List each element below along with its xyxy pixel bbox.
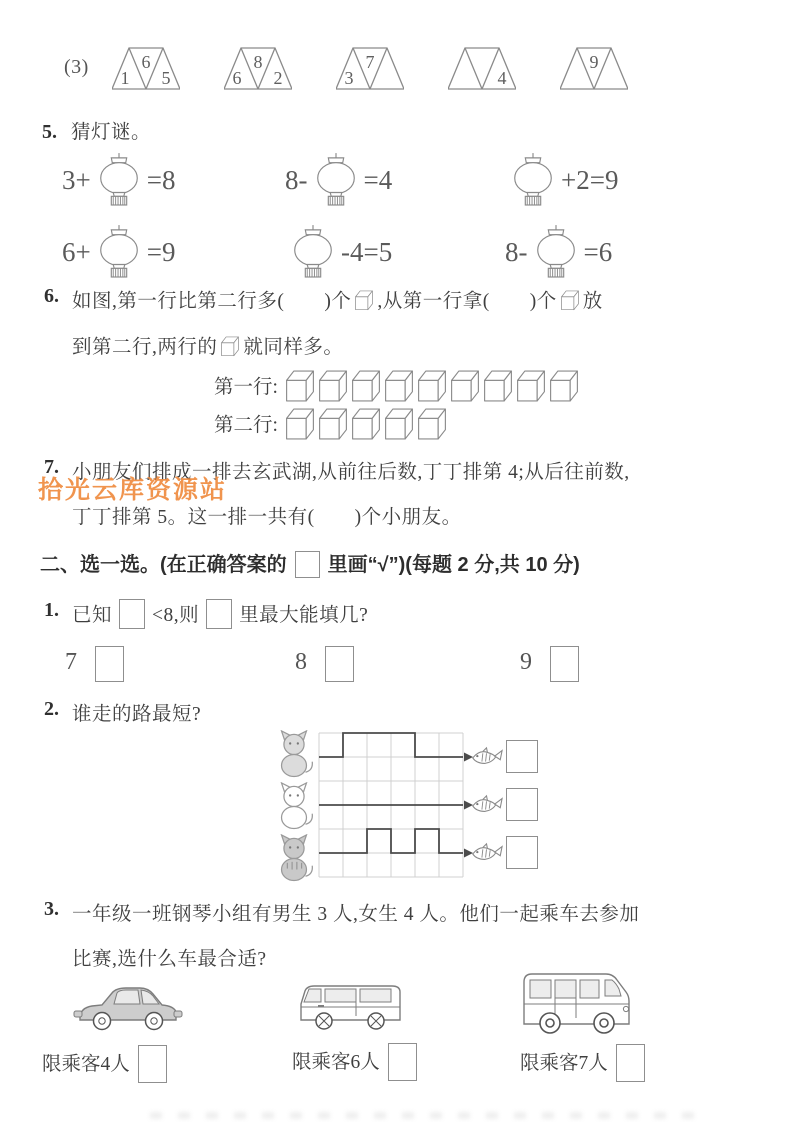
- car-icon: [72, 976, 184, 1036]
- q2-number: 2.: [44, 698, 59, 720]
- equation-after: =8: [146, 164, 176, 195]
- lantern-equation[interactable]: [285, 150, 505, 210]
- triangle-strip-shape[interactable]: [112, 46, 180, 92]
- cube-icon: [354, 289, 374, 311]
- q6-line1: 如图,第一行比第二行多( )个 ,从第一行拿( )个 放: [72, 291, 603, 312]
- cube-icon: [317, 368, 349, 403]
- q7-line2: 丁丁排第 5。这一排一共有( )个小朋友。: [72, 507, 462, 528]
- q6-figure: [214, 366, 580, 442]
- cube-icon: [416, 368, 448, 403]
- q6-line2: 到第二行,两行的 就同样多。: [72, 337, 344, 358]
- q1-text: 已知 <8,则 里最大能填几?: [72, 599, 368, 629]
- q5-title-row: [42, 116, 151, 144]
- left-value: 1: [120, 68, 130, 88]
- answer-checkbox[interactable]: [506, 740, 538, 773]
- equation-after: =4: [363, 164, 393, 195]
- answer-checkbox[interactable]: [550, 646, 579, 682]
- fill-row-label: (3): [64, 56, 89, 78]
- q6-number: 6.: [44, 285, 59, 307]
- equation-before: 8-: [505, 236, 528, 267]
- tabby-cat-route: [319, 829, 463, 853]
- answer-checkbox[interactable]: [616, 1044, 645, 1082]
- equation-before: 3+: [62, 164, 91, 195]
- mid-value: 9: [589, 52, 599, 72]
- q5-number: 5.: [42, 121, 57, 143]
- fish-icon: [470, 794, 503, 821]
- q3-number: 3.: [44, 898, 59, 920]
- lantern-equation[interactable]: [62, 150, 285, 210]
- option-value: 8: [295, 649, 307, 675]
- triangle-strip-shape[interactable]: [336, 46, 404, 92]
- fish-icon: [470, 842, 503, 869]
- lantern-equation[interactable]: [62, 222, 285, 282]
- answer-checkbox[interactable]: [325, 646, 354, 682]
- q3-line2: 比赛,选什么车最合适?: [72, 949, 267, 970]
- watermark: 拾光云库资源站: [38, 476, 228, 504]
- cube-icon: [449, 368, 481, 403]
- q1-number-wrap: [44, 599, 59, 622]
- equation-after: +2=9: [561, 164, 619, 195]
- q1-option: [65, 646, 295, 682]
- answer-checkbox[interactable]: [138, 1045, 167, 1083]
- equation-after: -4=5: [341, 236, 393, 267]
- car-capacity-row: 限乘客4人: [42, 1045, 282, 1083]
- answer-checkbox[interactable]: [506, 788, 538, 821]
- cube-icon: [317, 406, 349, 441]
- cube-icon: [350, 368, 382, 403]
- bus-capacity-row: 限乘客7人: [520, 1044, 770, 1082]
- cube-icon: [416, 406, 448, 441]
- fish-icon: [470, 746, 503, 773]
- cube-row-2: 第二行:: [214, 404, 580, 442]
- triangle-strip-shape[interactable]: [224, 46, 292, 92]
- q1-number: 1.: [44, 599, 59, 621]
- van-capacity-row: 限乘客6人: [292, 1043, 532, 1081]
- route-grid: [318, 732, 474, 880]
- option-value: 9: [520, 649, 532, 675]
- right-value: 5: [161, 68, 171, 88]
- option-value: 7: [65, 649, 77, 675]
- scan-artifact: [150, 1112, 710, 1119]
- lantern-icon: [288, 223, 338, 281]
- q1-option: [520, 646, 765, 682]
- cube-row-2-cubes: [284, 406, 448, 441]
- lantern-equation[interactable]: [285, 222, 505, 282]
- right-value: 2: [273, 68, 283, 88]
- blank-box: [206, 599, 232, 629]
- white-cat-icon: [272, 782, 318, 835]
- triangle-strip-shape[interactable]: [560, 46, 628, 92]
- lantern-equation[interactable]: [505, 150, 762, 210]
- cube-row-1: 第一行:: [214, 366, 580, 404]
- answer-checkbox: [295, 551, 320, 578]
- q2-figure: [272, 728, 562, 884]
- q3-option-van: [292, 974, 532, 1081]
- q3-line1: 一年级一班钢琴小组有男生 3 人,女生 4 人。他们一起乘车去参加: [72, 904, 640, 925]
- mid-value: 6: [141, 52, 151, 72]
- section2-header: 二、选一选。(在正确答案的 里画“√”)(每题 2 分,共 10 分): [40, 548, 580, 578]
- q3-option-bus: [520, 966, 770, 1082]
- cube-icon: [515, 368, 547, 403]
- cube-icon: [284, 368, 316, 403]
- cube-icon: [350, 406, 382, 441]
- cube-icon: [482, 368, 514, 403]
- q7-number: 7.: [44, 456, 59, 478]
- right-value: 4: [497, 68, 507, 88]
- q3-option-car: [42, 976, 282, 1083]
- cube-row-1-cubes: [284, 368, 580, 403]
- lantern-icon: [531, 223, 581, 281]
- cube-icon: [383, 406, 415, 441]
- tabby-cat-icon: [272, 834, 318, 887]
- q5-title: 猜灯谜。: [71, 122, 152, 143]
- blank-box: [119, 599, 145, 629]
- lantern-icon: [508, 151, 558, 209]
- cube-icon: [383, 368, 415, 403]
- q1-options: [65, 646, 765, 682]
- gray-cat-icon: [272, 730, 318, 783]
- lantern-icon: [311, 151, 361, 209]
- bus-icon: [520, 966, 636, 1038]
- cube-icon: [284, 406, 316, 441]
- lantern-icon: [94, 151, 144, 209]
- mid-value: 7: [365, 52, 375, 72]
- q2-number-wrap: [44, 698, 59, 721]
- q2-title: 谁走的路最短?: [72, 704, 202, 725]
- cube-icon: [560, 289, 580, 311]
- q6-number-wrap: [44, 285, 59, 308]
- equation-before: 6+: [62, 236, 91, 267]
- equation-before: 8-: [285, 164, 308, 195]
- equation-after: =6: [583, 236, 613, 267]
- left-value: 6: [232, 68, 242, 88]
- triangle-strip-row: [112, 46, 628, 92]
- answer-checkbox[interactable]: [506, 836, 538, 869]
- lantern-icon: [94, 223, 144, 281]
- q1-option: [295, 646, 520, 682]
- triangle-strip-shape[interactable]: [448, 46, 516, 92]
- lantern-equation[interactable]: [505, 222, 762, 282]
- q7-line1: 小朋友们排成一排去玄武湖,从前往后数,丁丁排第 4;从后往前数,: [72, 462, 630, 483]
- cube-icon: [548, 368, 580, 403]
- q3-number-wrap: [44, 898, 59, 921]
- left-value: 3: [344, 68, 354, 88]
- cube-icon: [220, 335, 240, 357]
- van-icon: [296, 974, 408, 1036]
- mid-value: 8: [253, 52, 263, 72]
- answer-checkbox[interactable]: [95, 646, 124, 682]
- answer-checkbox[interactable]: [388, 1043, 417, 1081]
- equation-after: =9: [146, 236, 176, 267]
- lantern-equations: [62, 150, 762, 282]
